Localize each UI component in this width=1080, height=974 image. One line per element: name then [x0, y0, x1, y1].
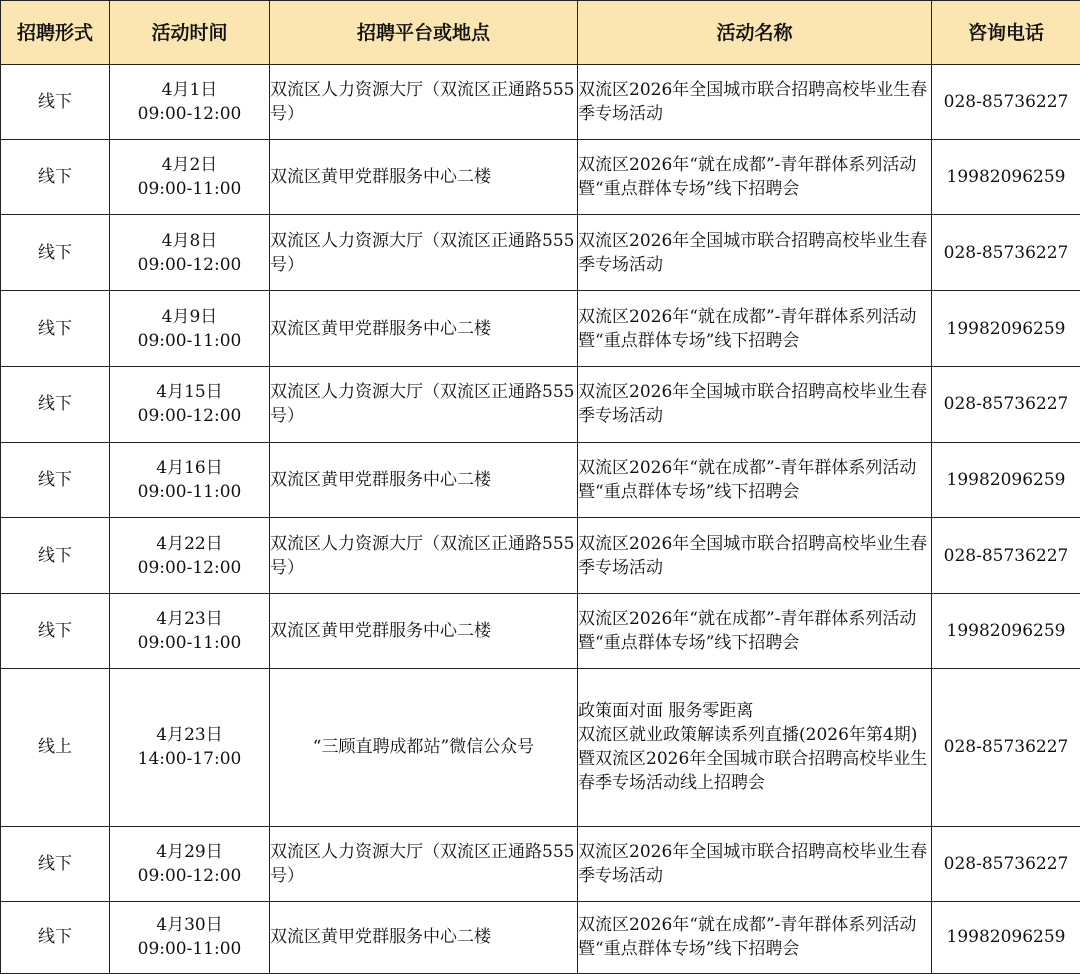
header-form: 招聘形式 — [1, 1, 110, 65]
cell-time — [110, 901, 270, 973]
activity-line: 双流区2026年“就在成都”-青年群体系列活动暨“重点群体专场”线下招聘会 — [578, 609, 917, 654]
cell-activity — [578, 65, 932, 140]
cell-activity — [578, 517, 932, 593]
cell-phone: 028-85736227 — [932, 215, 1080, 291]
cell-date: 4月22日 — [156, 533, 223, 554]
cell-time — [110, 366, 270, 442]
table-row — [1, 65, 1080, 140]
activity-line: 双流区2026年“就在成都”-青年群体系列活动暨“重点群体专场”线下招聘会 — [578, 915, 917, 960]
header-phone: 咨询电话 — [932, 1, 1080, 65]
cell-time — [110, 594, 270, 669]
cell-phone: 028-85736227 — [932, 517, 1080, 593]
cell-time — [110, 826, 270, 901]
cell-time-range: 09:00-12:00 — [137, 104, 242, 125]
table-row — [1, 901, 1080, 973]
cell-activity — [578, 366, 932, 442]
header-time: 活动时间 — [110, 1, 270, 65]
cell-time-range: 09:00-11:00 — [137, 633, 242, 654]
table-row — [1, 669, 1080, 826]
cell-time — [110, 291, 270, 366]
cell-time — [110, 517, 270, 593]
table-row — [1, 826, 1080, 901]
cell-form: 线下 — [1, 594, 110, 669]
table-row — [1, 215, 1080, 291]
table-row — [1, 517, 1080, 593]
cell-form: 线下 — [1, 291, 110, 366]
cell-date: 4月9日 — [161, 306, 218, 327]
cell-time-range: 09:00-11:00 — [137, 481, 242, 502]
header-activity: 活动名称 — [578, 1, 932, 65]
cell-activity — [578, 594, 932, 669]
cell-time-range: 09:00-12:00 — [137, 865, 242, 886]
cell-activity — [578, 826, 932, 901]
cell-form: 线上 — [1, 669, 110, 826]
table-row — [1, 442, 1080, 517]
activity-line: 双流区2026年全国城市联合招聘高校毕业生春季专场活动 — [578, 841, 928, 886]
cell-activity — [578, 140, 932, 215]
cell-place: 双流区人力资源大厅（双流区正通路555号） — [270, 65, 578, 140]
header-place: 招聘平台或地点 — [270, 1, 578, 65]
cell-form: 线下 — [1, 901, 110, 973]
cell-date: 4月16日 — [156, 457, 223, 478]
cell-place: 双流区人力资源大厅（双流区正通路555号） — [270, 215, 578, 291]
cell-activity — [578, 442, 932, 517]
cell-date: 4月29日 — [156, 841, 223, 862]
table-row — [1, 594, 1080, 669]
cell-activity — [578, 291, 932, 366]
cell-form: 线下 — [1, 517, 110, 593]
cell-place: 双流区人力资源大厅（双流区正通路555号） — [270, 366, 578, 442]
cell-time-range: 09:00-12:00 — [137, 557, 242, 578]
cell-form: 线下 — [1, 140, 110, 215]
cell-phone: 028-85736227 — [932, 826, 1080, 901]
cell-activity — [578, 215, 932, 291]
table-row — [1, 140, 1080, 215]
cell-phone: 19982096259 — [932, 901, 1080, 973]
activity-line: 双流区2026年全国城市联合招聘高校毕业生春季专场活动 — [578, 533, 928, 578]
activity-line: 双流区2026年“就在成都”-青年群体系列活动暨“重点群体专场”线下招聘会 — [578, 155, 917, 200]
table-header — [1, 1, 1080, 65]
cell-time-range: 09:00-11:00 — [137, 939, 242, 960]
cell-date: 4月23日 — [156, 725, 223, 746]
cell-place: “三顾直聘成都站”微信公众号 — [270, 669, 578, 826]
cell-phone: 028-85736227 — [932, 669, 1080, 826]
table-body — [1, 65, 1080, 974]
cell-time — [110, 669, 270, 826]
cell-activity — [578, 901, 932, 973]
cell-place: 双流区黄甲党群服务中心二楼 — [270, 140, 578, 215]
cell-form: 线下 — [1, 215, 110, 291]
cell-phone: 19982096259 — [932, 291, 1080, 366]
cell-phone: 028-85736227 — [932, 65, 1080, 140]
cell-phone: 028-85736227 — [932, 366, 1080, 442]
activity-line: 双流区就业政策解读系列直播(2026年第4期) — [578, 725, 918, 746]
cell-date: 4月30日 — [156, 915, 223, 936]
cell-form: 线下 — [1, 65, 110, 140]
cell-time-range: 14:00-17:00 — [137, 749, 242, 770]
cell-time-range: 09:00-11:00 — [137, 179, 242, 200]
cell-place: 双流区黄甲党群服务中心二楼 — [270, 901, 578, 973]
cell-phone: 19982096259 — [932, 594, 1080, 669]
cell-date: 4月23日 — [156, 609, 223, 630]
cell-place: 双流区黄甲党群服务中心二楼 — [270, 442, 578, 517]
activity-line: 双流区2026年“就在成都”-青年群体系列活动暨“重点群体专场”线下招聘会 — [578, 306, 917, 351]
cell-time-range: 09:00-12:00 — [137, 254, 242, 275]
activity-line: 暨双流区2026年全国城市联合招聘高校毕业生春季专场活动线上招聘会 — [578, 749, 928, 794]
cell-time — [110, 442, 270, 517]
cell-time — [110, 65, 270, 140]
activity-line: 双流区2026年全国城市联合招聘高校毕业生春季专场活动 — [578, 80, 928, 125]
cell-form: 线下 — [1, 826, 110, 901]
activity-line: 双流区2026年“就在成都”-青年群体系列活动暨“重点群体专场”线下招聘会 — [578, 457, 917, 502]
header-row — [1, 1, 1080, 65]
cell-activity — [578, 669, 932, 826]
cell-time-range: 09:00-12:00 — [137, 406, 242, 427]
activity-line: 双流区2026年全国城市联合招聘高校毕业生春季专场活动 — [578, 382, 928, 427]
cell-form: 线下 — [1, 442, 110, 517]
cell-phone: 19982096259 — [932, 442, 1080, 517]
cell-phone: 19982096259 — [932, 140, 1080, 215]
activity-line: 政策面对面 服务零距离 — [578, 701, 754, 722]
table-row — [1, 291, 1080, 366]
cell-place: 双流区人力资源大厅（双流区正通路555号） — [270, 517, 578, 593]
cell-place: 双流区黄甲党群服务中心二楼 — [270, 594, 578, 669]
cell-form: 线下 — [1, 366, 110, 442]
table-row — [1, 366, 1080, 442]
cell-date: 4月15日 — [156, 382, 223, 403]
cell-place: 双流区人力资源大厅（双流区正通路555号） — [270, 826, 578, 901]
cell-time — [110, 140, 270, 215]
cell-time-range: 09:00-11:00 — [137, 330, 242, 351]
cell-date: 4月1日 — [161, 80, 218, 101]
cell-date: 4月8日 — [161, 230, 218, 251]
activity-line: 双流区2026年全国城市联合招聘高校毕业生春季专场活动 — [578, 230, 928, 275]
cell-place: 双流区黄甲党群服务中心二楼 — [270, 291, 578, 366]
cell-date: 4月2日 — [161, 155, 218, 176]
cell-time — [110, 215, 270, 291]
